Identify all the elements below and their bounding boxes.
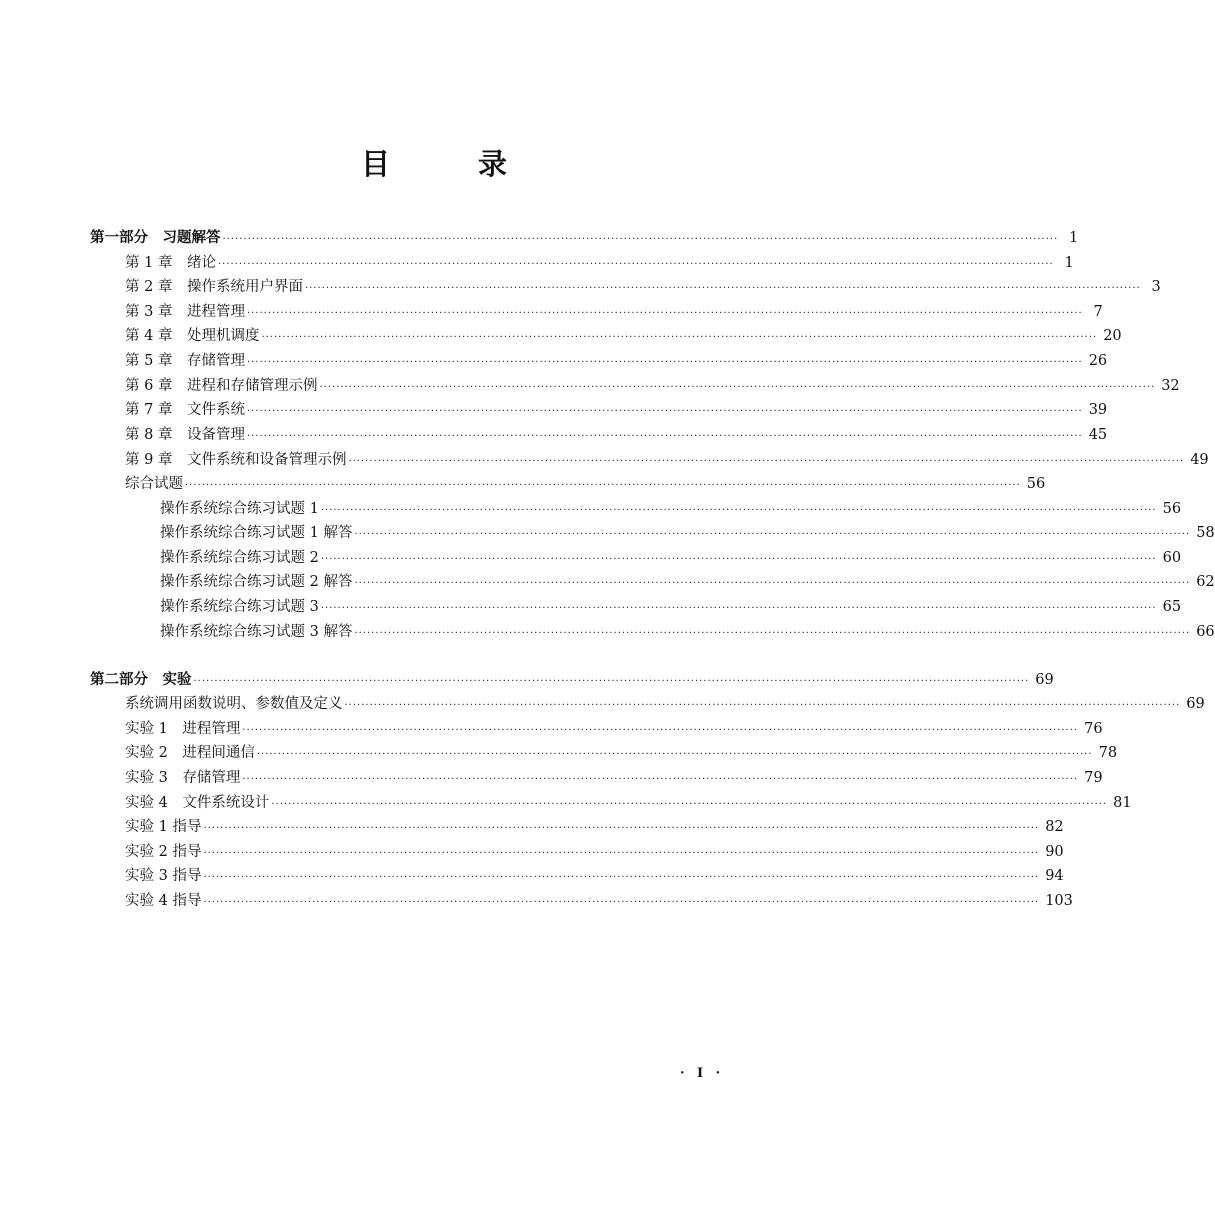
toc-entry-page: 26 [1088, 353, 1108, 369]
toc-leader-dots: ········································································································································································································ [185, 480, 1021, 491]
toc-leader-dots: ········································································································································································································ [354, 529, 1191, 540]
toc-entry [160, 499, 1182, 519]
toc-leader-dots: ········································································································································································································ [242, 725, 1079, 736]
toc-entry-page: 94 [1045, 868, 1064, 884]
toc-entry-page: 65 [1162, 599, 1182, 615]
toc-entry [125, 450, 1209, 470]
toc-entry-label: 操作系统综合练习试题 1 [160, 501, 319, 517]
toc-leader-dots: ········································································································································································································ [222, 234, 1059, 245]
toc-entry [125, 694, 1205, 714]
toc-entry-page: 79 [1084, 770, 1103, 786]
toc-entry-label: 操作系统综合练习试题 1 解答 [160, 525, 353, 541]
toc-entry-label: 操作系统综合练习试题 3 [160, 599, 319, 615]
toc-entry-page: 82 [1045, 819, 1064, 835]
toc-entry-page: 76 [1084, 721, 1103, 737]
toc-entry [125, 866, 1064, 886]
toc-entry-label: 第二部分 实验 [90, 671, 192, 688]
toc-entry-label: 第 6 章 进程和存储管理示例 [125, 378, 318, 394]
toc-entry [160, 597, 1182, 617]
toc-entry [125, 351, 1108, 371]
toc-entry [125, 474, 1046, 494]
toc-entry [125, 793, 1132, 813]
toc-leader-dots: ········································································································································································································ [320, 603, 1157, 614]
toc-entry [125, 277, 1161, 297]
toc-entry-page: 66 [1196, 624, 1215, 640]
title-char-1: 目 [360, 147, 390, 181]
toc-entry-label: 第 3 章 进程管理 [125, 304, 245, 320]
toc-leader-dots: ········································································································································································································ [344, 700, 1181, 711]
toc-entry-label: 实验 2 进程间通信 [125, 745, 255, 761]
toc-entry-page: 49 [1190, 452, 1209, 468]
toc-leader-dots: ········································································································································································································ [319, 382, 1156, 393]
toc-entry [160, 622, 1215, 642]
toc-leader-dots: ········································································································································································································ [256, 749, 1093, 760]
toc-entry-page: 20 [1103, 328, 1122, 344]
toc-entry-label: 第 5 章 存储管理 [125, 353, 245, 369]
toc-entry-page: 32 [1161, 378, 1180, 394]
toc-entry-page: 103 [1045, 893, 1073, 909]
toc-entry [90, 228, 1079, 248]
toc-entry [125, 743, 1118, 763]
toc-leader-dots: ········································································································································································································ [354, 578, 1191, 589]
toc-entry-page: 78 [1098, 745, 1118, 761]
toc-entry-label: 实验 4 文件系统设计 [125, 795, 270, 811]
toc-entry-page: 90 [1045, 844, 1064, 860]
title-char-2: 录 [478, 147, 508, 181]
toc-entry [125, 376, 1180, 396]
toc-leader-dots: ········································································································································································································ [246, 406, 1083, 417]
toc-leader-dots: ········································································································································································································ [320, 554, 1157, 565]
toc-entry-label: 操作系统综合练习试题 3 解答 [160, 624, 353, 640]
toc-entry-page: 56 [1026, 476, 1046, 492]
toc-leader-dots: ········································································································································································································ [304, 283, 1141, 294]
toc-entry-label: 实验 1 指导 [125, 819, 202, 835]
toc-entry-label: 实验 4 指导 [125, 893, 202, 909]
toc-leader-dots: ········································································································································································································ [203, 897, 1040, 908]
toc-entry-page: 69 [1186, 696, 1205, 712]
toc-entry-page: 60 [1162, 550, 1182, 566]
toc-entry [90, 670, 1054, 690]
toc-entry [125, 817, 1064, 837]
toc-entry [160, 572, 1215, 592]
toc-entry-page: 39 [1088, 402, 1108, 418]
toc-entry [125, 253, 1074, 273]
toc-entry-page: 7 [1093, 304, 1103, 320]
toc-entry-label: 系统调用函数说明、参数值及定义 [125, 696, 343, 712]
toc-entry-page: 81 [1113, 795, 1132, 811]
toc-entry [160, 548, 1182, 568]
toc-entry [125, 768, 1103, 788]
toc-leader-dots: ········································································································································································································ [242, 774, 1079, 785]
toc-entry-page: 58 [1196, 525, 1215, 541]
page-number: · Ⅰ · [680, 1066, 725, 1081]
page-title [0, 142, 868, 183]
toc-entry-label: 实验 1 进程管理 [125, 721, 241, 737]
toc-entry-label: 第 1 章 绪论 [125, 255, 216, 271]
toc-entry-label: 第一部分 习题解答 [90, 229, 221, 246]
toc-entry [125, 891, 1073, 911]
toc-entry [160, 523, 1215, 543]
toc-leader-dots: ········································································································································································································ [217, 259, 1054, 270]
toc-leader-dots: ········································································································································································································ [246, 357, 1083, 368]
toc-entry-label: 实验 2 指导 [125, 844, 202, 860]
toc-entry-page: 3 [1151, 279, 1161, 295]
toc-entry [125, 326, 1122, 346]
toc-leader-dots: ········································································································································································································ [261, 332, 1098, 343]
toc-leader-dots: ········································································································································································································ [246, 431, 1083, 442]
toc-leader-dots: ········································································································································································································ [354, 628, 1191, 639]
toc-leader-dots: ········································································································································································································ [203, 872, 1040, 883]
toc-entry-page: 56 [1162, 501, 1182, 517]
toc-entry-label: 第 9 章 文件系统和设备管理示例 [125, 452, 347, 468]
toc-entry [125, 425, 1108, 445]
toc-entry [125, 302, 1103, 322]
toc-entry-label: 综合试题 [125, 476, 183, 492]
toc-entry-label: 第 2 章 操作系统用户界面 [125, 279, 303, 295]
toc-entry-label: 操作系统综合练习试题 2 [160, 550, 319, 566]
toc-entry-page: 45 [1088, 427, 1108, 443]
toc-entry-label: 实验 3 指导 [125, 868, 202, 884]
toc-leader-dots: ········································································································································································································ [193, 676, 1030, 687]
toc-entry-label: 第 8 章 设备管理 [125, 427, 245, 443]
toc-entry-page: 62 [1196, 574, 1215, 590]
toc-leader-dots: ········································································································································································································ [348, 456, 1185, 467]
toc-leader-dots: ········································································································································································································ [271, 799, 1108, 810]
toc-leader-dots: ········································································································································································································ [246, 308, 1083, 319]
toc-entry-page: 1 [1064, 255, 1074, 271]
toc-entry-page: 1 [1069, 230, 1079, 246]
toc-leader-dots: ········································································································································································································ [203, 848, 1040, 859]
toc-entry [125, 842, 1064, 862]
toc-entry-page: 69 [1035, 672, 1054, 688]
toc-leader-dots: ········································································································································································································ [203, 823, 1040, 834]
toc-entry-label: 操作系统综合练习试题 2 解答 [160, 574, 353, 590]
toc-entry-label: 第 4 章 处理机调度 [125, 328, 260, 344]
toc-entry-label: 实验 3 存储管理 [125, 770, 241, 786]
toc-leader-dots: ········································································································································································································ [320, 505, 1157, 516]
toc-entry [125, 400, 1108, 420]
toc-entry [125, 719, 1103, 739]
toc-entry-label: 第 7 章 文件系统 [125, 402, 245, 418]
